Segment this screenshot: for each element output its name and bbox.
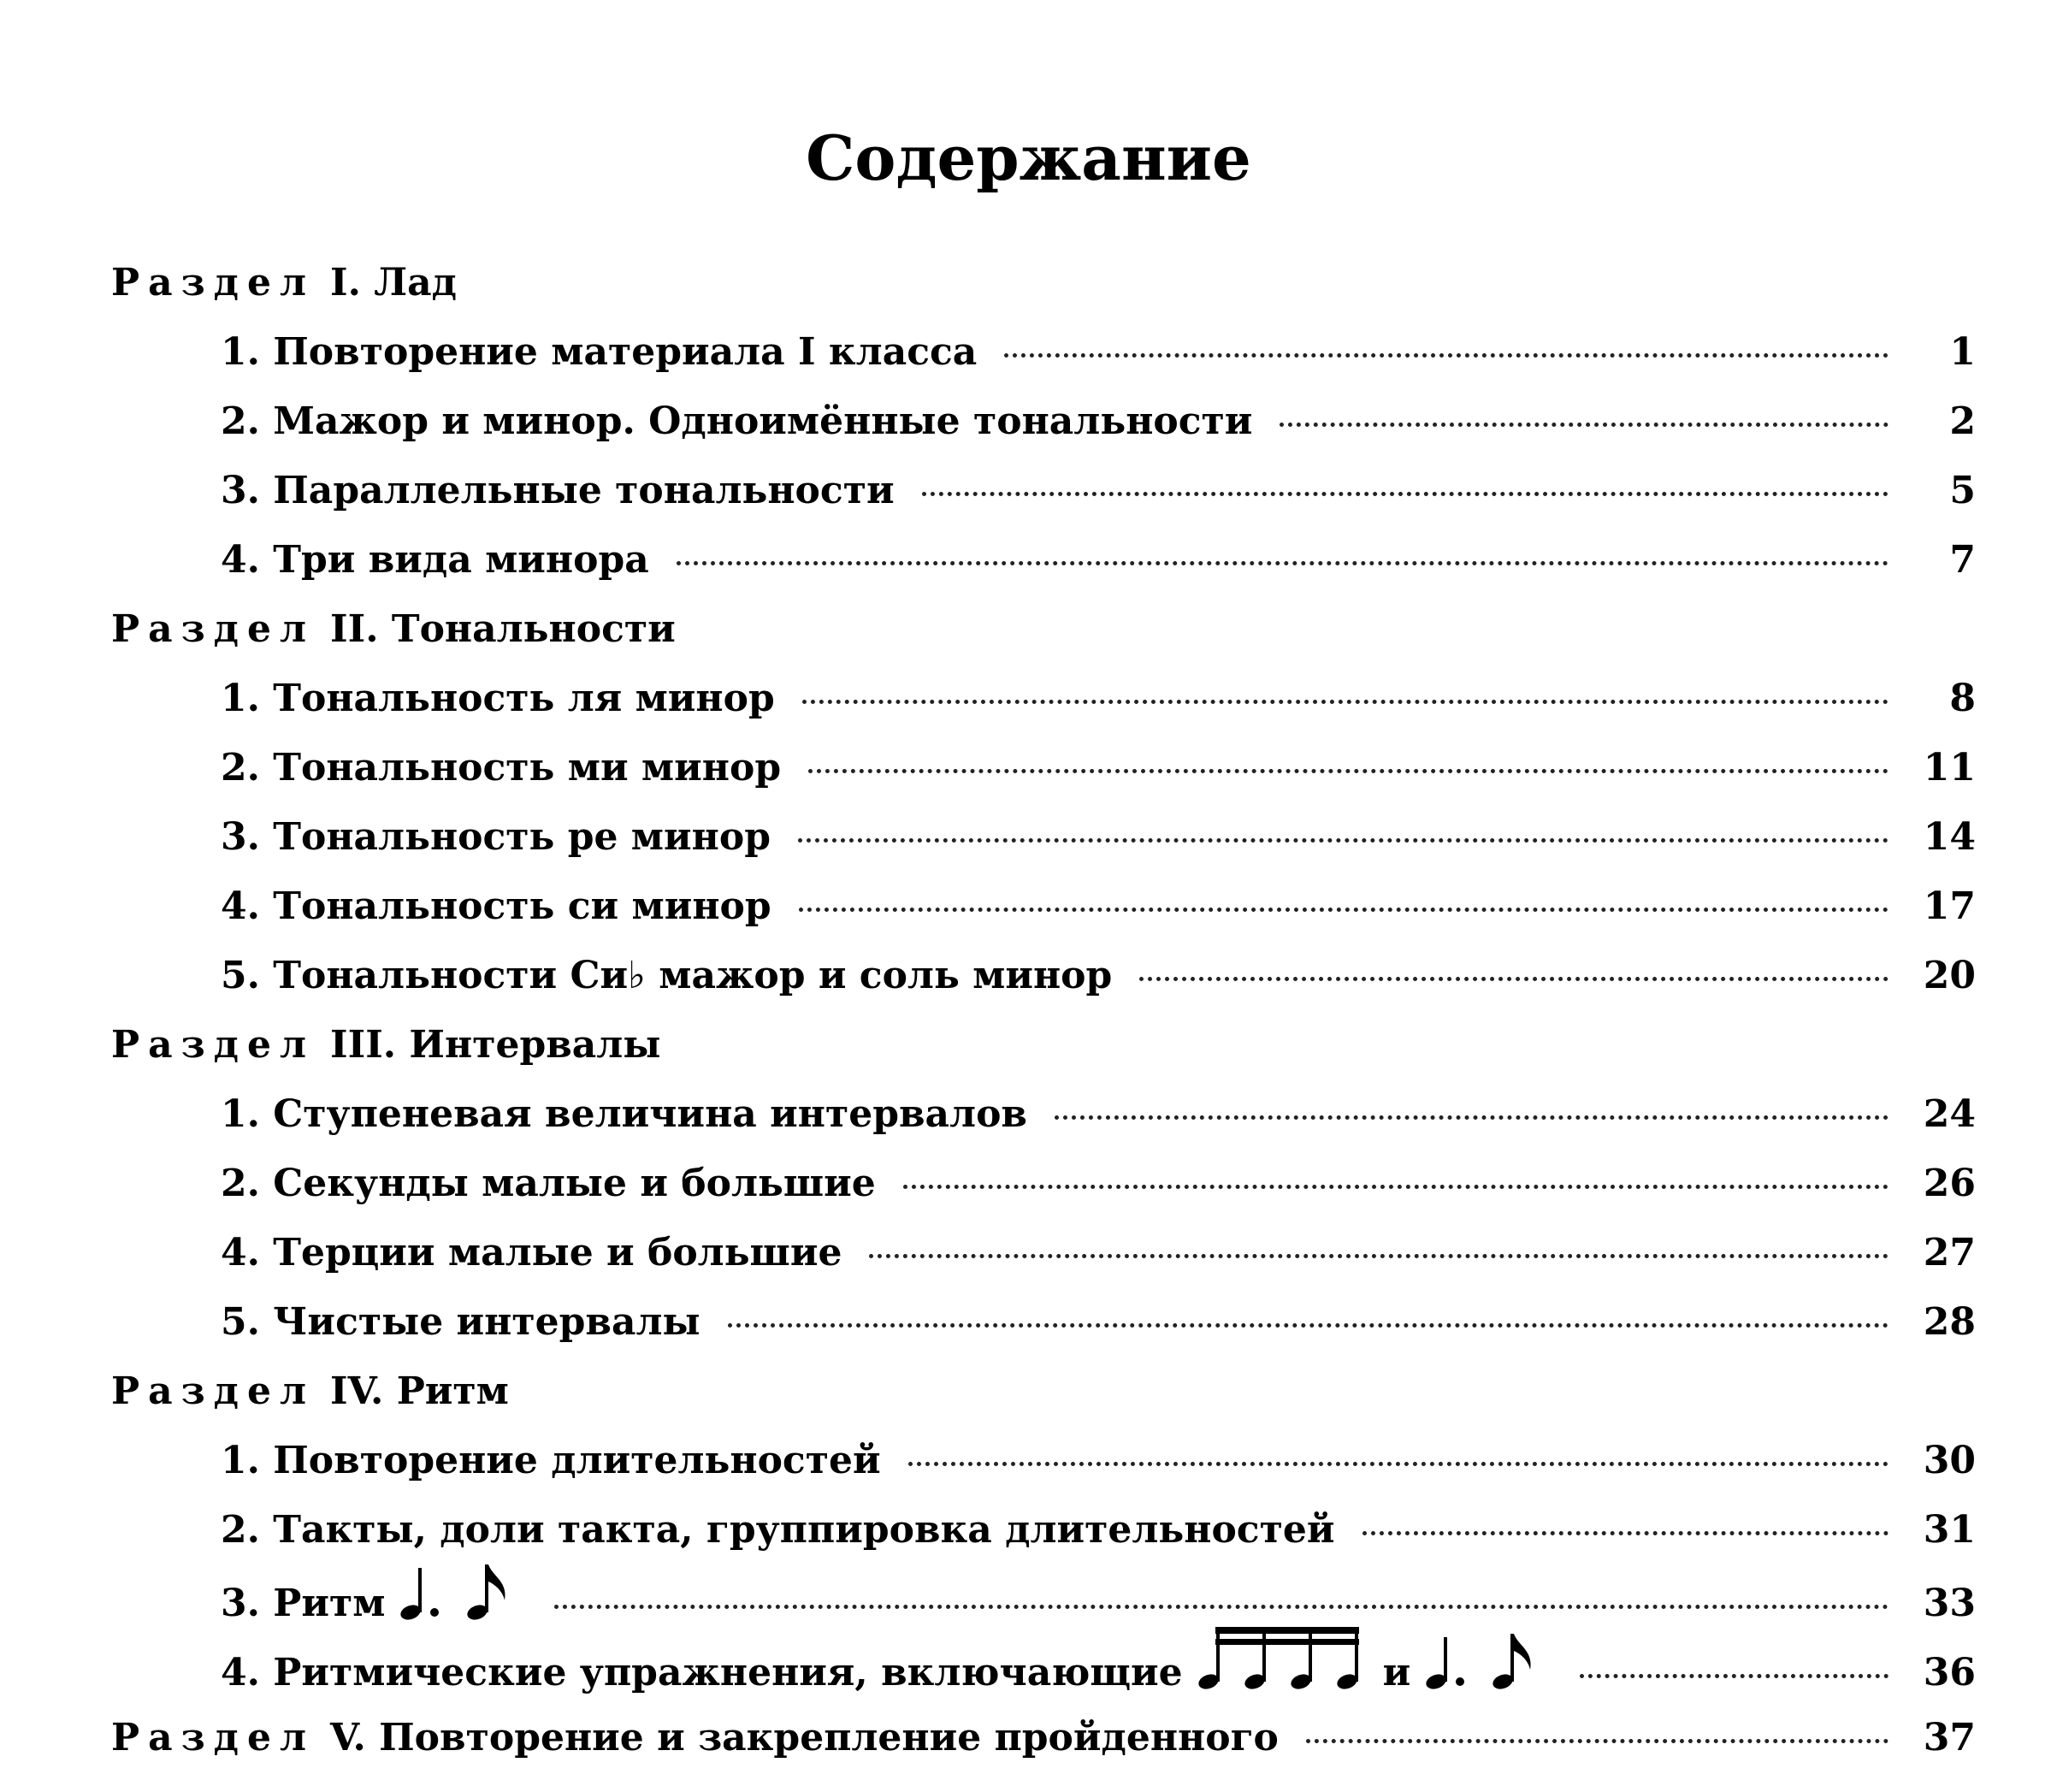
section-heading — [111, 1357, 1822, 1426]
dot-leader — [1055, 1115, 1889, 1120]
dot-leader — [1280, 423, 1889, 427]
entry-text: 4. Терции малые и большие — [221, 1231, 842, 1275]
section-heading — [111, 248, 1822, 317]
page-number: 27 — [1923, 1231, 1976, 1275]
toc-entry[interactable] — [221, 941, 1976, 1010]
entry-text: 3. Тональность ре минор — [221, 815, 771, 859]
entry-text: 3. Ритм — [221, 1582, 386, 1625]
section-prefix: Раздел — [111, 1716, 316, 1759]
section-prefix: Раздел — [111, 261, 316, 305]
page-number: 31 — [1923, 1508, 1976, 1552]
page-number: 36 — [1923, 1651, 1976, 1694]
page-number: 5 — [1949, 469, 1976, 512]
section-name: V. Повторение и закрепление пройденного — [330, 1716, 1279, 1759]
section-name: III. Интервалы — [330, 1023, 661, 1067]
toc-entry[interactable] — [221, 872, 1976, 941]
toc-entry[interactable] — [221, 1634, 1976, 1703]
entry-text: 2. Секунды малые и большие — [221, 1162, 876, 1205]
dot-leader — [908, 1462, 1889, 1466]
dot-leader — [903, 1185, 1889, 1189]
dotted-quarter-eighth-rhythm-icon — [1424, 1639, 1552, 1690]
toc-entry[interactable] — [221, 456, 1976, 525]
dot-leader — [808, 769, 1889, 773]
dot-leader — [798, 838, 1889, 843]
toc-entry[interactable] — [221, 1287, 1976, 1357]
page-number: 26 — [1923, 1162, 1976, 1205]
page-number: 30 — [1923, 1439, 1976, 1482]
page-number: 28 — [1923, 1300, 1976, 1344]
entry-text: 1. Повторение длительностей — [221, 1439, 881, 1482]
toc-entry[interactable] — [221, 317, 1976, 387]
entry-text: 2. Мажор и минор. Одноимённые тональности — [221, 399, 1253, 443]
toc-entry[interactable] — [221, 387, 1976, 456]
dotted-quarter-eighth-rhythm-icon — [399, 1570, 527, 1621]
entry-text: 5. Чистые интервалы — [221, 1300, 700, 1344]
dot-leader — [922, 492, 1889, 496]
toc-entry[interactable] — [221, 802, 1976, 872]
dot-leader — [1580, 1674, 1889, 1678]
page-number: 1 — [1949, 330, 1976, 374]
page-number: 7 — [1949, 538, 1976, 582]
entry-text: 4. Три вида минора — [221, 538, 649, 582]
toc-entry[interactable] — [221, 733, 1976, 802]
section-name: I. Лад — [330, 261, 457, 305]
page-number: 33 — [1923, 1582, 1976, 1625]
connector-text: и — [1382, 1651, 1411, 1694]
page-number: 24 — [1923, 1092, 1976, 1136]
dot-leader — [728, 1323, 1889, 1328]
entry-text: 1. Тональность ля минор — [221, 677, 775, 720]
page-number: 2 — [1949, 399, 1976, 443]
section-heading[interactable] — [111, 1703, 1976, 1772]
entry-text: 4. Тональность си минор — [221, 884, 771, 928]
page-number: 20 — [1923, 954, 1976, 997]
entry-text: 5. Тональности Си♭ мажор и соль минор — [221, 954, 1113, 997]
toc-entry[interactable] — [221, 1426, 1976, 1495]
toc-entry[interactable] — [221, 525, 1976, 594]
entry-text: 3. Параллельные тональности — [221, 469, 895, 512]
entry-text: 2. Тональность ми минор — [221, 746, 782, 790]
entry-text: 4. Ритмические упражнения, включающие — [221, 1651, 1183, 1694]
page-number: 11 — [1923, 746, 1976, 790]
dot-leader — [554, 1605, 1889, 1609]
page-number: 14 — [1923, 815, 1976, 859]
four-sixteenth-notes-icon — [1197, 1639, 1368, 1690]
toc-entry[interactable] — [221, 1218, 1976, 1287]
page-number: 37 — [1923, 1716, 1976, 1759]
entry-text: 1. Ступеневая величина интервалов — [221, 1092, 1027, 1136]
toc-entry[interactable] — [221, 1149, 1976, 1218]
entry-text: 1. Повторение материала I класса — [221, 330, 978, 374]
section-prefix: Раздел — [111, 607, 316, 651]
toc-entry[interactable] — [221, 664, 1976, 733]
toc-entry[interactable] — [221, 1079, 1976, 1149]
dot-leader — [799, 908, 1889, 912]
section-heading — [111, 594, 1822, 664]
section-name: II. Тональности — [330, 607, 676, 651]
dot-leader — [1306, 1739, 1889, 1743]
page-number: 8 — [1949, 677, 1976, 720]
page-number: 17 — [1923, 884, 1976, 928]
toc-entry[interactable] — [221, 1495, 1976, 1564]
dot-leader — [1004, 353, 1889, 358]
dot-leader — [1139, 977, 1889, 981]
section-prefix: Раздел — [111, 1023, 316, 1067]
dot-leader — [869, 1254, 1889, 1258]
dot-leader — [677, 561, 1889, 565]
dot-leader — [802, 700, 1889, 704]
page-title: Содержание — [806, 121, 1251, 194]
section-prefix: Раздел — [111, 1369, 316, 1413]
toc-entry[interactable] — [221, 1564, 1976, 1634]
section-name: IV. Ритм — [330, 1369, 509, 1413]
dot-leader — [1362, 1531, 1889, 1535]
section-heading — [111, 1010, 1822, 1079]
entry-text: 2. Такты, доли такта, группировка длительностей — [221, 1508, 1335, 1552]
